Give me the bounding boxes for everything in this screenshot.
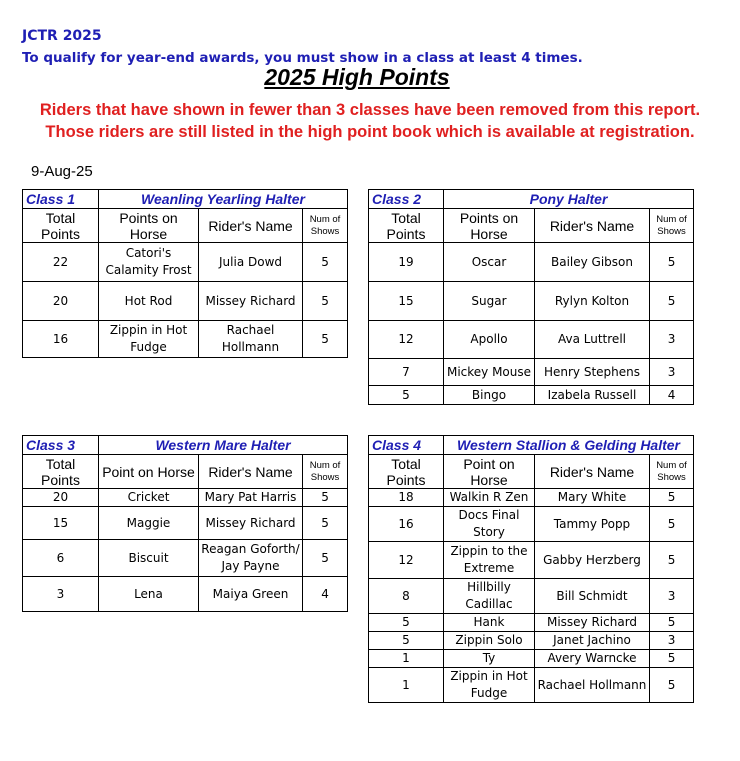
table-row [23,577,348,612]
cell-rider: Missey Richard [199,282,303,321]
table-row [369,650,694,668]
cell-rider: Ava Luttrell [535,321,650,359]
table-row [369,632,694,650]
cell-rider: Julia Dowd [199,243,303,282]
cell-horse: Hillbilly Cadillac [444,579,535,614]
header-rider: Rider's Name [535,455,650,489]
cell-horse: Lena [99,577,199,612]
table-row [369,321,694,359]
header-horse: Points on Horse [444,209,535,243]
cell-shows: 3 [650,632,694,650]
cell-horse: Cricket [99,489,199,507]
header-num-shows: Num of Shows [303,209,348,243]
table-row [369,668,694,703]
cell-horse: Docs Final Story [444,507,535,542]
class-label: Class 1 [23,190,99,209]
table-row [23,282,348,321]
cell-horse: Walkin R Zen [444,489,535,507]
cell-shows: 3 [650,321,694,359]
cell-rider: Rylyn Kolton [535,282,650,321]
cell-horse: Catori's Calamity Frost [99,243,199,282]
cell-points: 19 [369,243,444,282]
cell-horse: Hank [444,614,535,632]
cell-horse: Zippin Solo [444,632,535,650]
cell-shows: 5 [650,282,694,321]
class-2-table [368,189,694,405]
cell-rider: Henry Stephens [535,359,650,386]
cell-points: 12 [369,321,444,359]
report-date: 9-Aug-25 [31,163,93,180]
header-total-points: Total Points [369,209,444,243]
org-title: JCTR 2025 [22,28,102,44]
cell-points: 12 [369,542,444,579]
cell-rider: Gabby Herzberg [535,542,650,579]
cell-shows: 5 [650,507,694,542]
cell-rider: Bill Schmidt [535,579,650,614]
cell-shows: 5 [303,282,348,321]
cell-horse: Hot Rod [99,282,199,321]
cell-horse: Zippin in Hot Fudge [99,321,199,358]
table-row [369,542,694,579]
cell-rider: Missey Richard [199,507,303,540]
cell-rider: Rachael Hollmann [535,668,650,703]
cell-horse: Zippin to the Extreme [444,542,535,579]
header-total-points: Total Points [23,209,99,243]
cell-rider: Izabela Russell [535,386,650,405]
cell-points: 20 [23,282,99,321]
cell-horse: Apollo [444,321,535,359]
cell-shows: 4 [303,577,348,612]
class-label: Class 2 [369,190,444,209]
header-rider: Rider's Name [535,209,650,243]
cell-points: 16 [369,507,444,542]
cell-shows: 5 [303,321,348,358]
table-row [369,489,694,507]
class-4-table [368,435,694,703]
cell-horse: Mickey Mouse [444,359,535,386]
cell-rider: Reagan Goforth/ Jay Payne [199,540,303,577]
cell-shows: 5 [303,507,348,540]
cell-points: 22 [23,243,99,282]
table-row [23,507,348,540]
cell-points: 20 [23,489,99,507]
table-row [23,321,348,358]
header-num-shows: Num of Shows [650,209,694,243]
cell-rider: Missey Richard [535,614,650,632]
removal-notice: Riders that have shown in fewer than 3 classes have been removed from this report. Those riders are still listed in the high point book which is available at registration. [39,101,701,141]
cell-points: 15 [369,282,444,321]
class-label: Class 3 [23,436,99,455]
header-rider: Rider's Name [199,455,303,489]
class-3-table [22,435,348,612]
cell-points: 15 [23,507,99,540]
header-num-shows: Num of Shows [650,455,694,489]
table-row [369,579,694,614]
cell-shows: 5 [650,650,694,668]
cell-shows: 5 [303,489,348,507]
cell-horse: Zippin in Hot Fudge [444,668,535,703]
cell-shows: 5 [303,243,348,282]
cell-horse: Bingo [444,386,535,405]
cell-points: 5 [369,632,444,650]
cell-shows: 5 [650,489,694,507]
cell-points: 16 [23,321,99,358]
cell-points: 7 [369,359,444,386]
class-label: Class 4 [369,436,444,455]
cell-shows: 3 [650,359,694,386]
table-row [23,540,348,577]
cell-rider: Mary Pat Harris [199,489,303,507]
cell-points: 5 [369,386,444,405]
cell-rider: Bailey Gibson [535,243,650,282]
cell-horse: Ty [444,650,535,668]
cell-shows: 5 [650,243,694,282]
class-title: Pony Halter [444,190,694,209]
cell-shows: 5 [650,542,694,579]
cell-horse: Maggie [99,507,199,540]
cell-horse: Oscar [444,243,535,282]
page-title: 2025 High Points [264,64,450,90]
cell-rider: Avery Warncke [535,650,650,668]
table-row [369,243,694,282]
class-title: Western Stallion & Gelding Halter [444,436,694,455]
class-1-table [22,189,348,358]
header-total-points: Total Points [369,455,444,489]
cell-rider: Janet Jachino [535,632,650,650]
cell-points: 5 [369,614,444,632]
class-title: Western Mare Halter [99,436,348,455]
header-horse: Points on Horse [99,209,199,243]
class-title: Weanling Yearling Halter [99,190,348,209]
cell-points: 18 [369,489,444,507]
table-row [369,507,694,542]
cell-points: 3 [23,577,99,612]
cell-rider: Tammy Popp [535,507,650,542]
header-horse: Point on Horse [444,455,535,489]
header-total-points: Total Points [23,455,99,489]
cell-rider: Maiya Green [199,577,303,612]
cell-shows: 5 [650,614,694,632]
cell-points: 8 [369,579,444,614]
header-horse: Point on Horse [99,455,199,489]
cell-horse: Biscuit [99,540,199,577]
cell-points: 1 [369,668,444,703]
table-row [369,614,694,632]
qualify-note: To qualify for year-end awards, you must show in a class at least 4 times. [22,50,583,66]
cell-points: 6 [23,540,99,577]
cell-shows: 4 [650,386,694,405]
table-row [23,243,348,282]
cell-shows: 5 [650,668,694,703]
header-num-shows: Num of Shows [303,455,348,489]
cell-shows: 3 [650,579,694,614]
table-row [369,282,694,321]
cell-shows: 5 [303,540,348,577]
cell-rider: Rachael Hollmann [199,321,303,358]
header-rider: Rider's Name [199,209,303,243]
cell-horse: Sugar [444,282,535,321]
table-row [369,386,694,405]
table-row [369,359,694,386]
cell-points: 1 [369,650,444,668]
table-row [23,489,348,507]
cell-rider: Mary White [535,489,650,507]
